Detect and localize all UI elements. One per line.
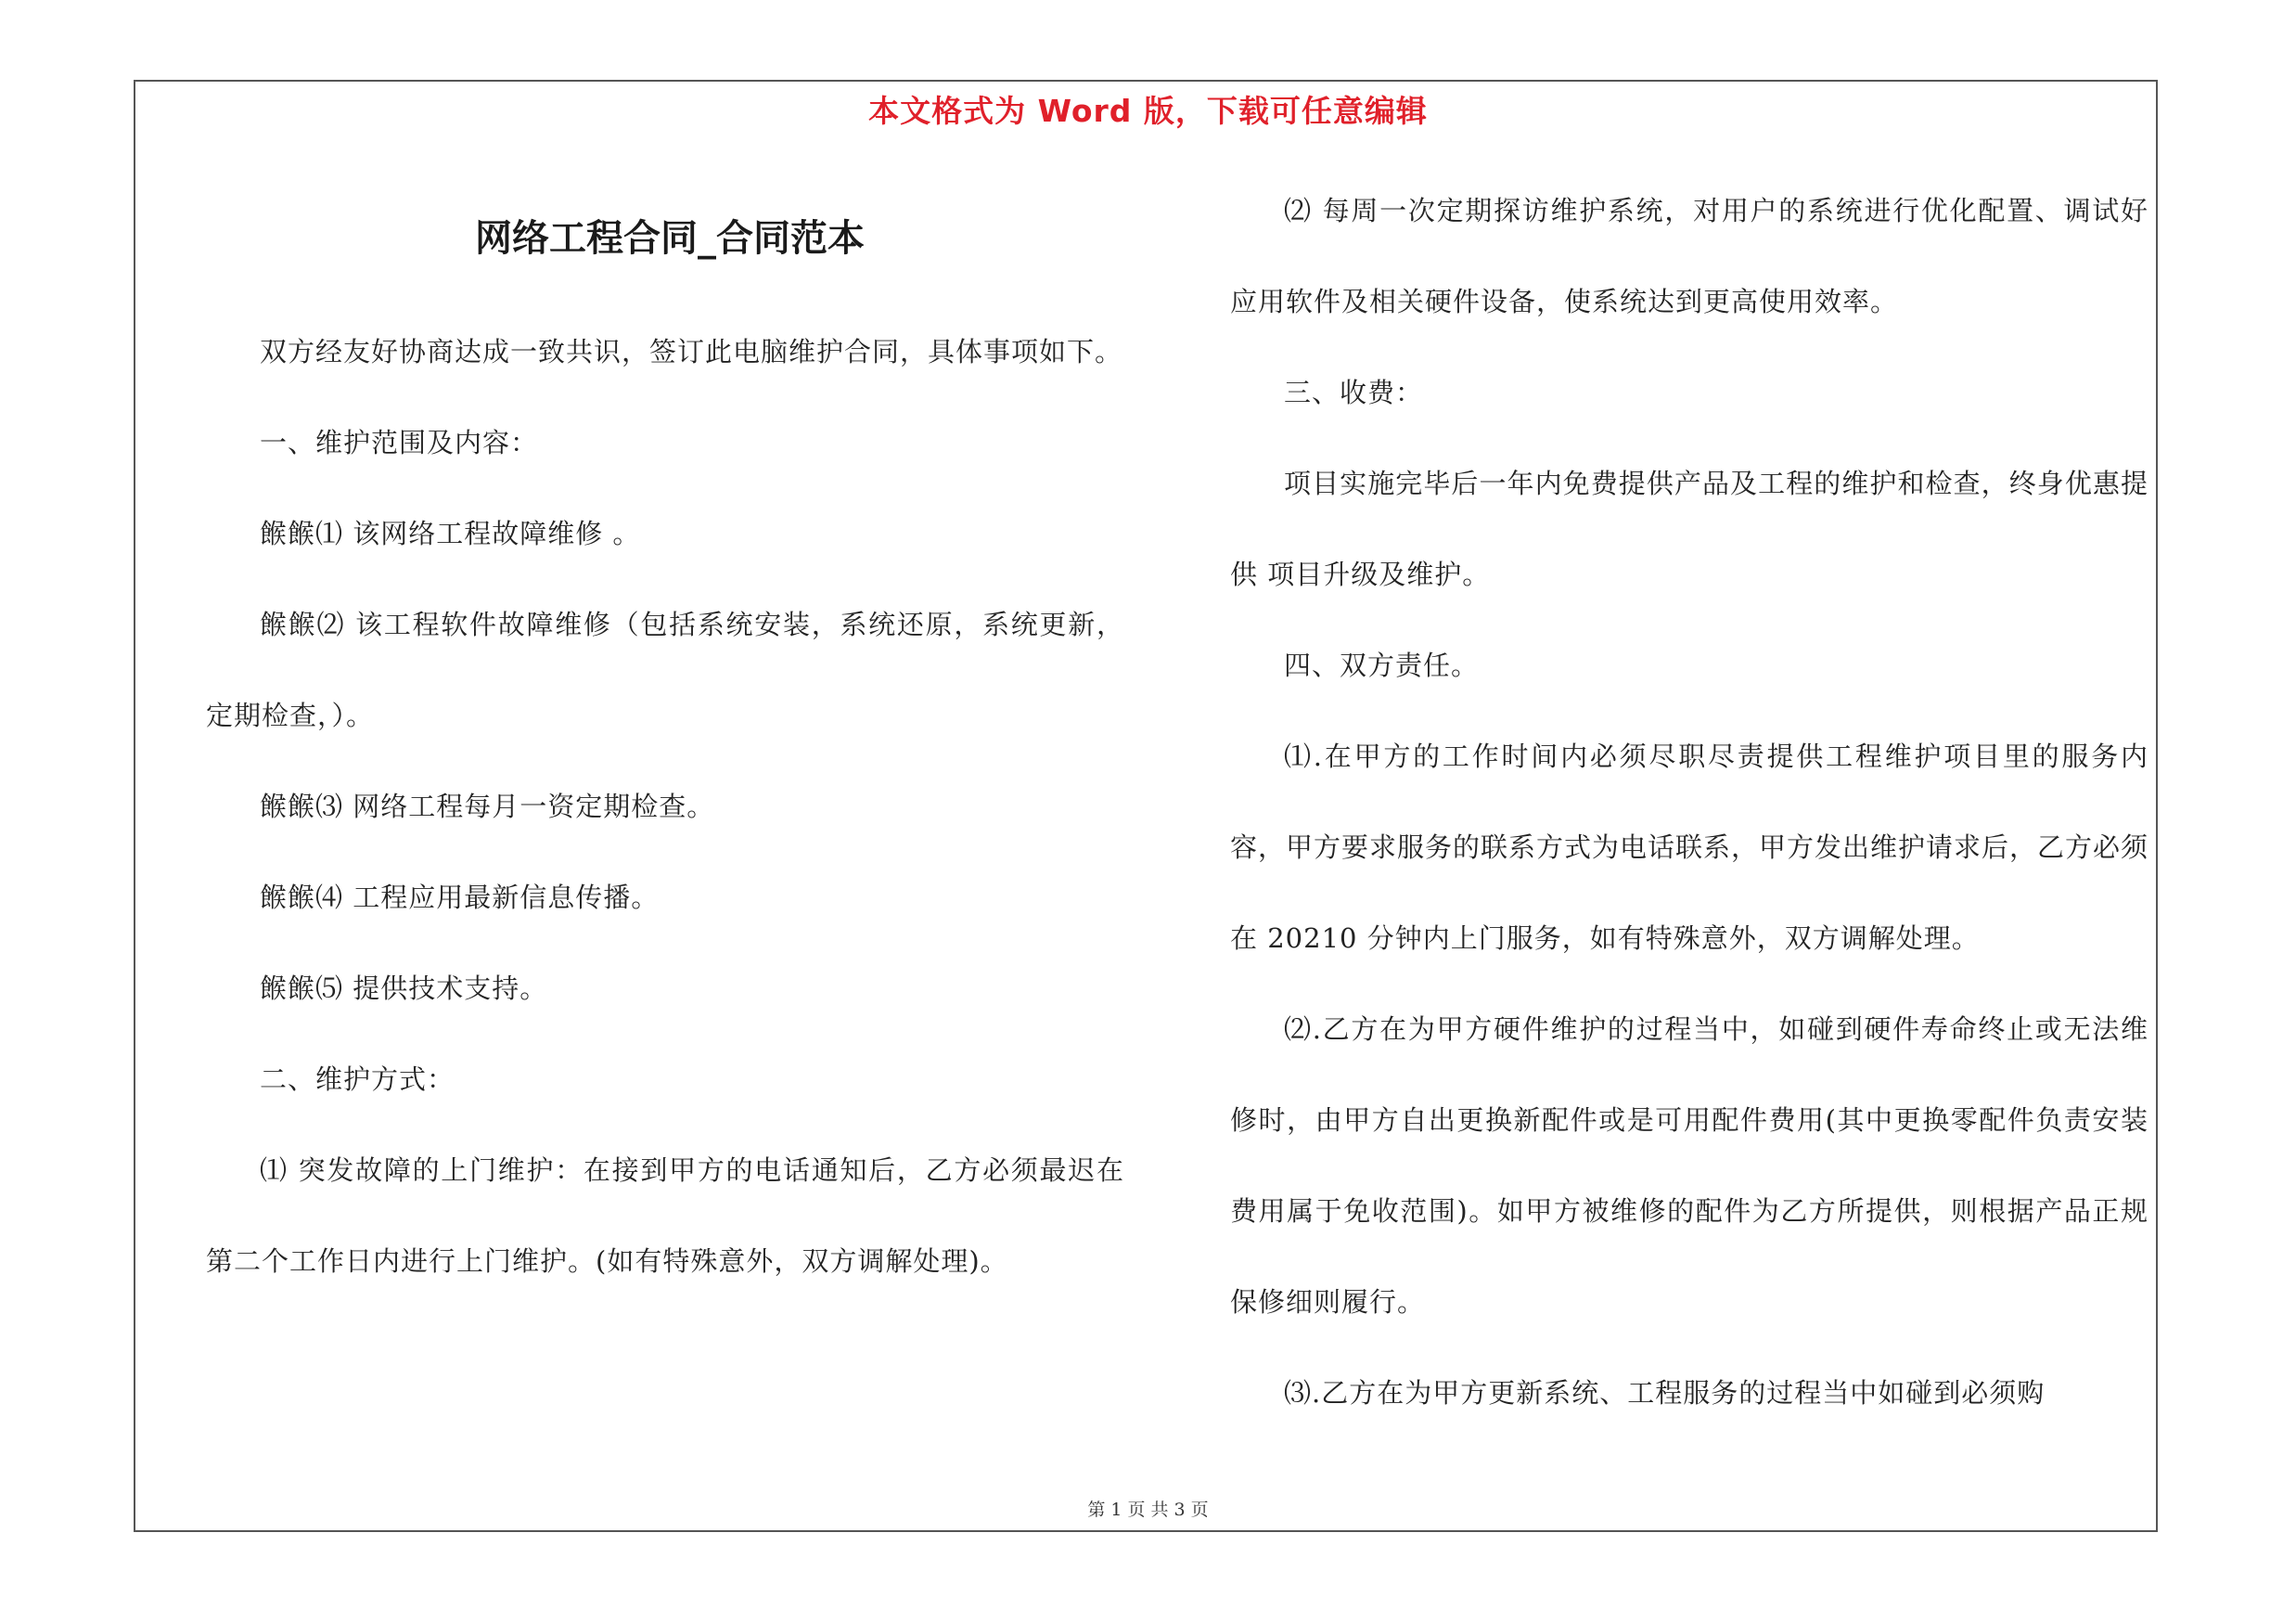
list-item: 餱餱⑵ 该工程软件故障维修（包括系统安装，系统还原，系统更新，定期检查，）。 [206,609,1124,731]
right-column [1230,165,2148,1438]
paragraph: ⑴ 突发故障的上门维护：在接到甲方的电话通知后，乙方必须最迟在第二个工作日内进行上门维护。(如有特殊意外，双方调解处理)。 [206,1154,1124,1277]
word-format-banner: 本文格式为 Word 版，下载可任意编辑 [868,93,1428,129]
list-item: 餱餱⑷ 工程应用最新信息传播。 [260,882,660,913]
list-item: 餱餱⑴ 该网络工程故障维修 。 [260,518,641,549]
paragraph: 双方经友好协商达成一致共识，签订此电脑维护合同，具体事项如下。 [260,336,1123,367]
paragraph: ⑵.乙方在为甲方硬件维护的过程当中，如碰到硬件寿命终止或无法维修时，由甲方自出更换新配件或是可用配件费用(其中更换零配件负责安装费用属于免收范围)。如甲方被维修的配件为乙方所提供，则根据产品正规保修细则履行。 [1230,1013,2148,1318]
page-number-footer: 第 1 页 共 3 页 [1087,1500,1209,1520]
section-heading: 三、收费： [1284,377,1424,408]
list-item: 餱餱⑸ 提供技术支持。 [260,973,548,1004]
section-heading: 四、双方责任。 [1284,650,1480,681]
left-column [206,306,1124,1307]
paragraph: ⑴.在甲方的工作时间内必须尽职尽责提供工程维护项目里的服务内容，甲方要求服务的联系方式为电话联系，甲方发出维护请求后，乙方必须在 20210 分钟内上门服务，如有特殊意外，双方调解处理。 [1230,741,2149,954]
paragraph: ⑶.乙方在为甲方更新系统、工程服务的过程当中如碰到必须购 [1284,1377,2046,1409]
list-item: 餱餱⑶ 网络工程每月一资定期检查。 [260,791,715,822]
paragraph: 项目实施完毕后一年内免费提供产品及工程的维护和检查，终身优惠提供 项目升级及维护。 [1230,468,2148,590]
paragraph: ⑵ 每周一次定期探访维护系统，对用户的系统进行优化配置、调试好应用软件及相关硬件设备，使系统达到更高使用效率。 [1230,195,2148,317]
document-title: 网络工程合同_合同范本 [475,217,865,260]
section-heading: 二、维护方式： [260,1063,455,1095]
section-heading: 一、维护范围及内容： [260,427,539,458]
